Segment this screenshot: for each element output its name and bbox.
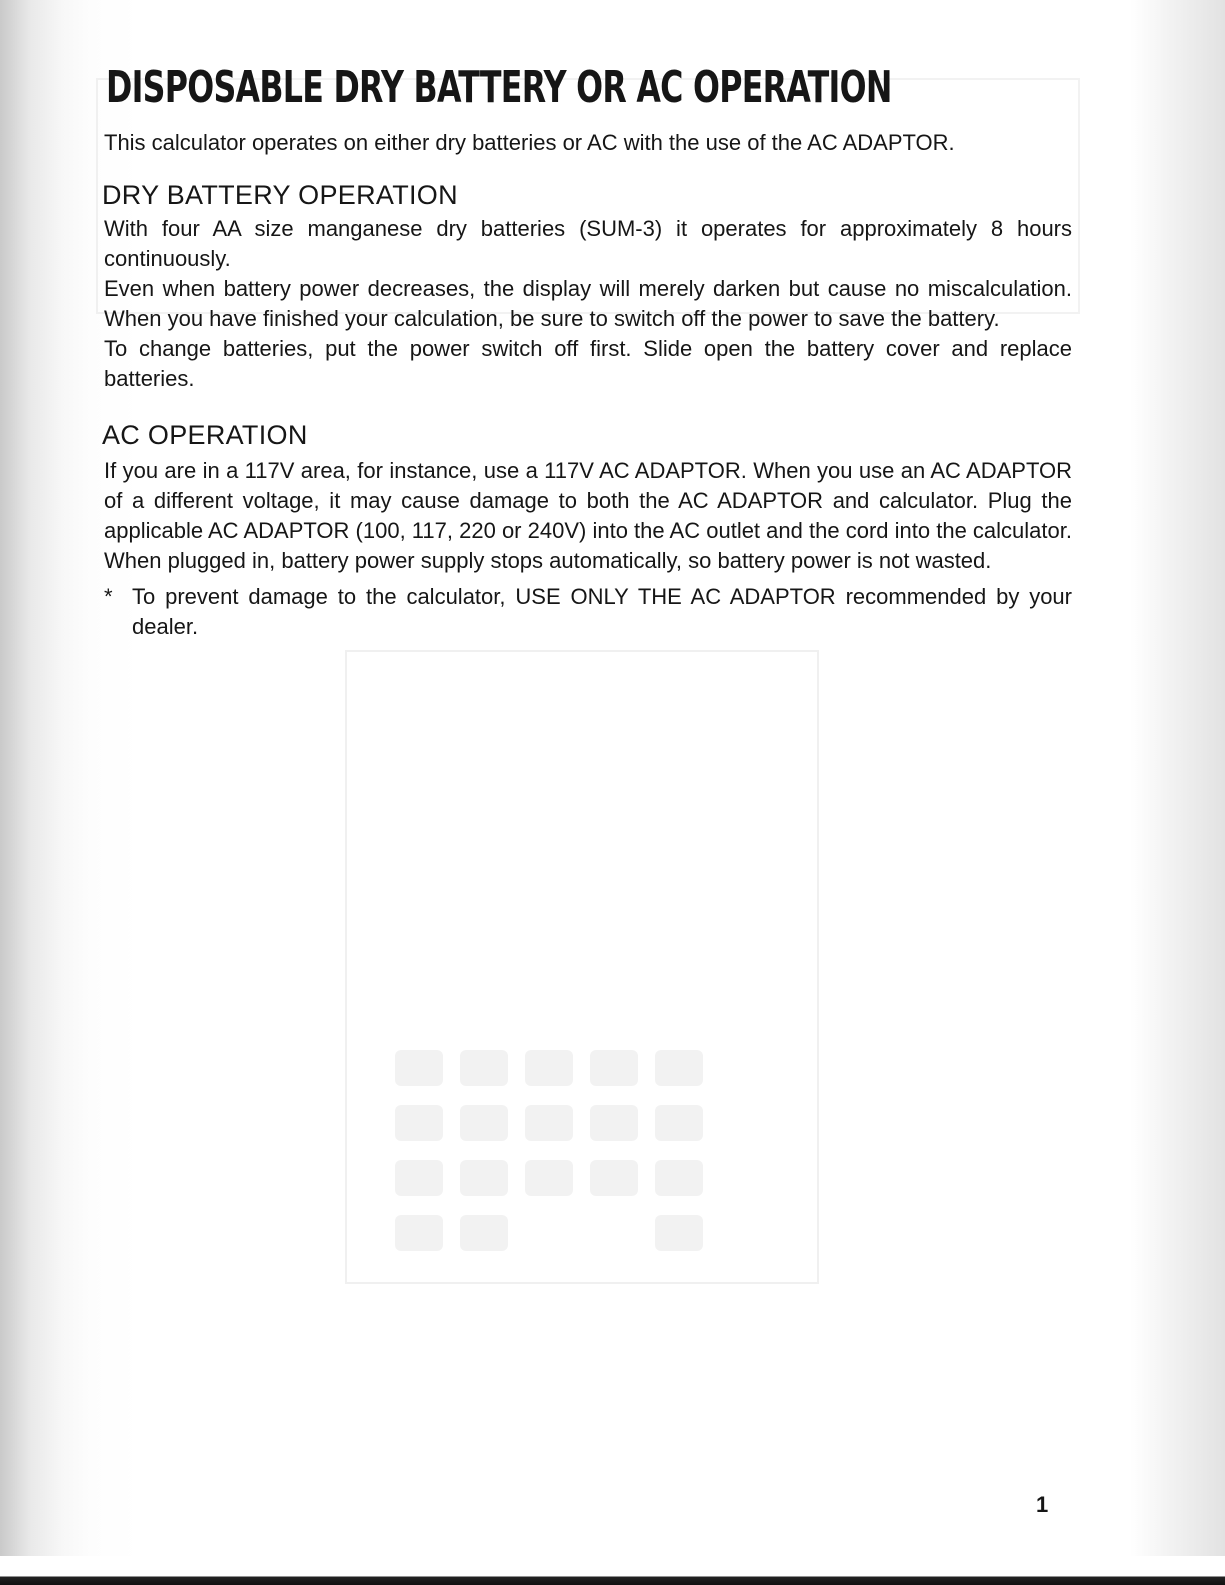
page-content — [100, 62, 1072, 642]
show-through-key — [395, 1215, 443, 1251]
show-through-key — [525, 1050, 573, 1086]
warning-note — [104, 582, 1072, 642]
dry-battery-paragraph: With four AA size manganese dry batteries (SUM-3) it operates for approximately 8 hours continuously. — [104, 216, 1072, 271]
dry-battery-paragraph: Even when battery power decreases, the display will merely darken but cause no miscalculation. When you have finished your calculation, be sure to switch off the power to save the battery. — [104, 276, 1072, 331]
show-through-key — [395, 1160, 443, 1196]
ac-operation-heading: AC OPERATION — [102, 420, 308, 450]
warning-note-text: To prevent damage to the calculator, USE ONLY THE AC ADAPTOR recommended by your dealer. — [132, 584, 1072, 639]
dry-battery-heading: DRY BATTERY OPERATION — [102, 180, 458, 210]
show-through-key — [655, 1215, 703, 1251]
show-through-key — [590, 1105, 638, 1141]
show-through-key — [395, 1105, 443, 1141]
show-through-key — [460, 1105, 508, 1141]
intro-paragraph: This calculator operates on either dry batteries or AC with the use of the AC ADAPTOR. — [104, 130, 955, 155]
show-through-key — [655, 1105, 703, 1141]
show-through-key — [655, 1160, 703, 1196]
show-through-key — [655, 1050, 703, 1086]
show-through-key — [590, 1160, 638, 1196]
dry-battery-paragraph: To change batteries, put the power switch off first. Slide open the battery cover and replace batteries. — [104, 336, 1072, 391]
ac-operation-paragraph: If you are in a 117V area, for instance, use a 117V AC ADAPTOR. When you use an AC ADAPTOR of a different voltage, it may cause damage to both the AC ADAPTOR and calculator. Plug the applicable AC ADAPTOR (100, 117, 220 or 240V) into the AC outlet and the cord into the calculator. When plugged in, battery power supply stops automatically, so battery power is not wasted. — [104, 458, 1072, 573]
show-through-key — [460, 1215, 508, 1251]
scan-bottom-edge — [0, 1556, 1225, 1585]
show-through-key — [590, 1050, 638, 1086]
show-through-key — [525, 1160, 573, 1196]
show-through-key — [395, 1050, 443, 1086]
show-through-key — [460, 1050, 508, 1086]
asterisk-icon: * — [104, 584, 113, 609]
page-title: DISPOSABLE DRY BATTERY OR AC OPERATION — [106, 62, 892, 113]
page-number: 1 — [1036, 1492, 1049, 1517]
show-through-key — [460, 1160, 508, 1196]
show-through-key — [525, 1105, 573, 1141]
